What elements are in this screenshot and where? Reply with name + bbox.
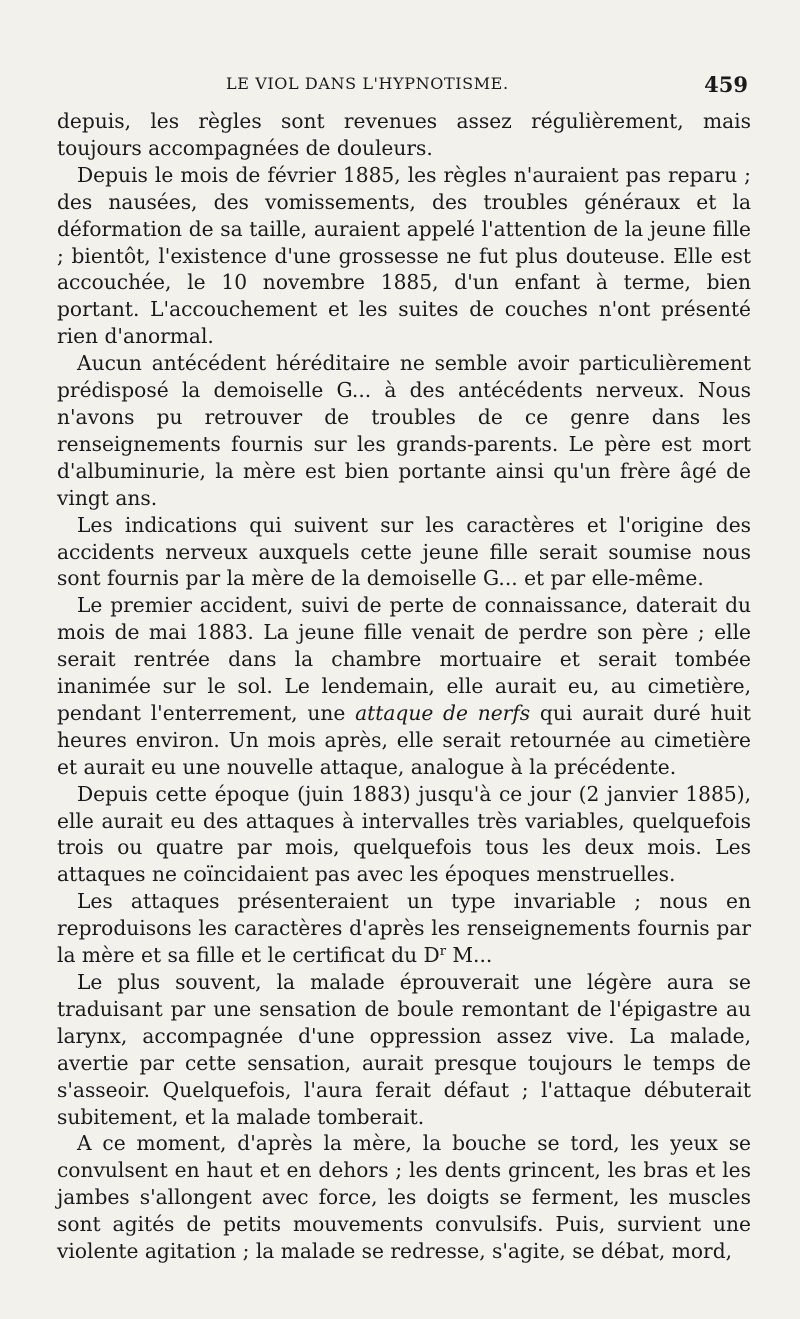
running-title: LE VIOL DANS L'HYPNOTISME. — [226, 74, 509, 93]
paragraph — [57, 1130, 751, 1265]
text-segment: Le premier accident, suivi de perte de connaissance, daterait du mois de mai 1883. La jeune fille venait de perdre son père ; elle serait rentrée dans la chambre mortuaire et serait tombée inanimée sur le sol. Le lendemain, elle aurait eu, au cimetière, pendant l'enterrement, une — [57, 593, 751, 725]
page-number: 459 — [704, 72, 748, 97]
paragraph — [57, 781, 751, 889]
text-segment: Les indications qui suivent sur les caractères et l'origine des accidents nerveux auxquels cette jeune fille serait soumise nous sont fournis par la mère de la demoiselle G... et par elle-même. — [57, 512, 751, 591]
paragraph — [57, 350, 751, 511]
paragraph — [57, 108, 751, 162]
text-segment: Aucun antécédent héréditaire ne semble avoir particulièrement prédisposé la demoiselle G... à des antécédents nerveux. Nous n'avons pu retrouver de troubles de ce genre dans les renseignements fournis sur les grands-parents. Le père est mort d'albuminurie, la mère est bien portante ainsi qu'un frère âgé de vingt ans. — [57, 351, 751, 510]
text-segment: A ce moment, d'après la mère, la bouche se tord, les yeux se convulsent en haut et en dehors ; les dents grincent, les bras et les jambes s'allongent avec force, les doigts se ferment, les muscles sont agités de petits mouvements convulsifs. Puis, survient une violente agitation ; la malade se redresse, s'agite, se débat, mord, — [57, 1131, 751, 1264]
paragraph — [57, 512, 751, 593]
text-segment: Le plus souvent, la malade éprouverait une légère aura se traduisant par une sensation de boule remontant de l'épigastre au larynx, accompagnée d'une oppression assez vive. La malade, avertie par cette sensation, aurait presque toujours le temps de s'asseoir. Quelquefois, l'aura ferait défaut ; l'attaque débuterait subitement, et la malade tomberait. — [57, 970, 751, 1129]
text-segment: Depuis le mois de février 1885, les règles n'auraient pas reparu ; des nausées, des vomissements, des troubles généraux et la déformation de sa taille, auraient appelé l'attention de la jeune fille ; bientôt, l'existence d'une grossesse ne fut plus douteuse. Elle est accouchée, le 10 novembre 1885, d'un enfant à terme, bien portant. L'accouchement et les suites de couches n'ont présenté rien d'anormal. — [57, 162, 751, 349]
text-segment: Depuis cette époque (juin 1883) jusqu'à ce jour (2 janvier 1885), elle aurait eu des attaques à intervalles très variables, quelquefois trois ou quatre par mois, quelquefois tous les deux mois. Les attaques ne coïncidaient pas avec les époques menstruelles. — [57, 781, 751, 887]
paragraph — [57, 888, 751, 969]
body-text — [57, 108, 751, 1265]
text-segment: qui aurait duré huit heures environ. Un mois après, elle serait retournée au cimetière et aurait eu une nouvelle attaque, analogue à la précédente. — [57, 700, 752, 779]
text-segment: depuis, les règles sont revenues assez régulièrement, mais toujours accompagnées de douleurs. — [57, 109, 751, 160]
superscript: r — [439, 943, 446, 959]
paragraph — [57, 592, 751, 780]
text-segment: Les attaques présenteraient un type invariable ; nous en reproduisons les caractères d'après les renseignements fournis par la mère et sa fille et le certificat du D — [57, 889, 751, 968]
paragraph — [57, 969, 751, 1130]
page-header — [0, 72, 800, 102]
paragraph — [57, 162, 751, 350]
text-segment: M... — [445, 943, 493, 968]
italic-phrase: attaque de nerfs — [355, 700, 531, 725]
